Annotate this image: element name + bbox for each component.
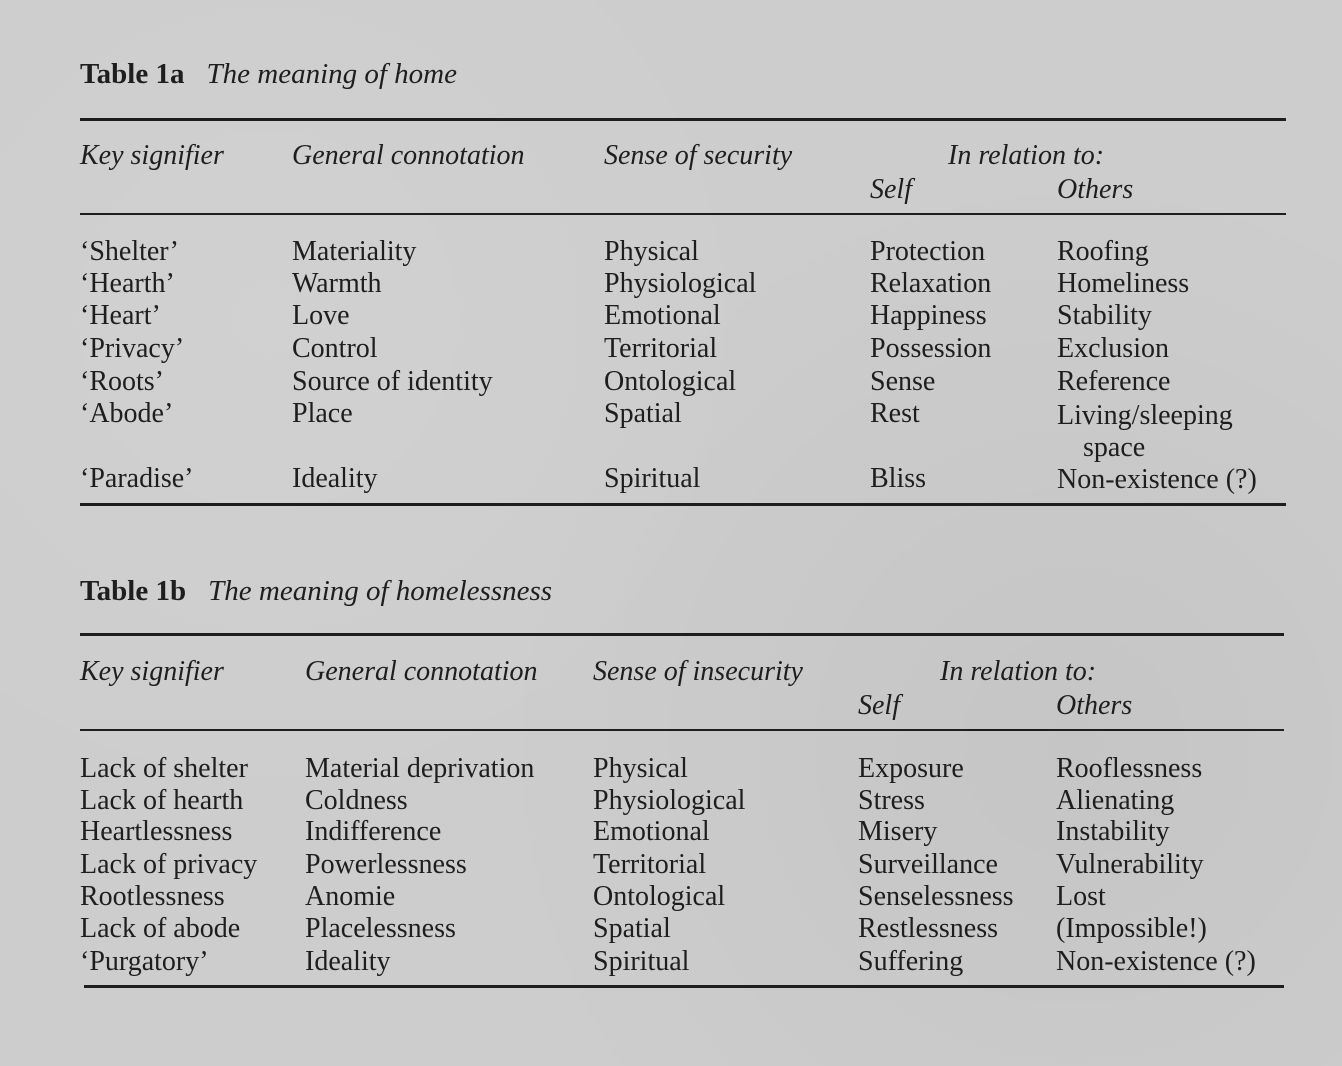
table-a-cell-sense: Territorial [604, 333, 718, 364]
table-b-cell-others: (Impossible!) [1056, 913, 1207, 944]
table-a-cell-general: Materiality [292, 236, 417, 267]
table-a-caption: The meaning of home [206, 58, 457, 90]
table-a-cell-general: Control [292, 333, 378, 364]
table-b-cell-others: Rooflessness [1056, 753, 1203, 784]
table-b-number: Table 1b [80, 575, 187, 607]
table-b-cell-self: Suffering [858, 946, 964, 977]
table-a-cell-self: Protection [870, 236, 986, 267]
table-b-cell-others: Lost [1056, 881, 1106, 912]
table-b-caption: The meaning of homelessness [208, 575, 553, 607]
table-a-cell-general: Warmth [292, 268, 382, 299]
table-b-cell-sense: Ontological [593, 881, 726, 912]
table-b-cell-key: Lack of privacy [80, 849, 258, 880]
table-a-cell-sense: Physiological [604, 268, 757, 299]
table-a-top-rule [80, 118, 1286, 121]
table-a-header-rule [80, 213, 1286, 215]
table-b-cell-self: Senselessness [858, 881, 1014, 912]
table-a-cell-key: ‘Heart’ [80, 300, 161, 331]
table-a-cell-sense: Spiritual [604, 463, 701, 494]
table-a-header-self: Self [870, 174, 912, 205]
table-b-cell-sense: Physical [593, 753, 688, 784]
table-b-cell-others: Instability [1056, 816, 1170, 847]
table-a-cell-self: Bliss [870, 463, 927, 494]
table-b-cell-self: Exposure [858, 753, 964, 784]
table-a-cell-others: Non-existence (?) [1057, 464, 1257, 495]
table-a-cell-sense: Spatial [604, 398, 682, 429]
table-b-title [80, 575, 552, 608]
table-b-cell-others: Vulnerability [1056, 849, 1204, 880]
table-b-cell-self: Surveillance [858, 849, 998, 880]
table-b-cell-general: Powerlessness [305, 849, 467, 880]
table-a-header-relation: In relation to: [948, 140, 1105, 171]
table-a-cell-self: Rest [870, 398, 920, 429]
table-a-cell-sense: Emotional [604, 300, 721, 331]
table-a-cell-others: Stability [1057, 300, 1152, 331]
table-b-cell-sense: Physiological [593, 785, 746, 816]
table-a-header-general: General connotation [292, 140, 525, 171]
table-a-cell-others: Living/sleeping [1057, 400, 1233, 431]
table-a-cell-self: Sense [870, 366, 936, 397]
table-a-cell-key: ‘Paradise’ [80, 463, 194, 494]
table-b-bottom-rule [84, 985, 1284, 988]
table-b-cell-sense: Territorial [593, 849, 707, 880]
table-b-cell-key: Lack of abode [80, 913, 241, 944]
table-a-number: Table 1a [80, 58, 185, 90]
table-a-title [80, 58, 457, 91]
table-b-cell-self: Restlessness [858, 913, 998, 944]
table-b-header-key: Key signifier [80, 656, 224, 687]
table-a-cell-general: Source of identity [292, 366, 493, 397]
table-a-cell-others: Exclusion [1057, 333, 1169, 364]
table-a-header-sense: Sense of security [604, 140, 793, 171]
table-b-header-sense: Sense of insecurity [593, 656, 803, 687]
table-b-cell-general: Anomie [305, 881, 396, 912]
table-a-cell-key: ‘Abode’ [80, 398, 174, 429]
table-b-cell-general: Material deprivation [305, 753, 535, 784]
table-b-cell-key: ‘Purgatory’ [80, 946, 209, 977]
table-b-cell-self: Stress [858, 785, 925, 816]
table-b-cell-self: Misery [858, 816, 938, 847]
table-b-cell-key: Heartlessness [80, 816, 233, 847]
table-a-cell-key: ‘Roots’ [80, 366, 164, 397]
table-b-cell-others: Alienating [1056, 785, 1175, 816]
table-a-cell-key: ‘Hearth’ [80, 268, 175, 299]
table-a-cell-general: Ideality [292, 463, 378, 494]
table-b-header-rule [80, 729, 1284, 731]
table-b-header-others: Others [1056, 690, 1133, 721]
table-b-cell-key: Lack of hearth [80, 785, 244, 816]
table-a-cell-key: ‘Privacy’ [80, 333, 185, 364]
table-a-cell-key: ‘Shelter’ [80, 236, 179, 267]
table-b-cell-general: Ideality [305, 946, 391, 977]
table-a-cell-self: Happiness [870, 300, 987, 331]
table-b-cell-sense: Emotional [593, 816, 710, 847]
table-b-cell-key: Rootlessness [80, 881, 225, 912]
table-a-cell-others: Homeliness [1057, 268, 1190, 299]
table-a-cell-sense: Physical [604, 236, 699, 267]
table-b-cell-sense: Spatial [593, 913, 671, 944]
table-b-header-general: General connotation [305, 656, 538, 687]
table-a-header-key: Key signifier [80, 140, 224, 171]
table-b-top-rule [80, 633, 1284, 636]
table-b-header-self: Self [858, 690, 900, 721]
table-a-cell-others: Reference [1057, 366, 1171, 397]
table-a-cell-self: Relaxation [870, 268, 992, 299]
table-a-cell-others-continued: space [1083, 432, 1146, 463]
table-a-cell-self: Possession [870, 333, 992, 364]
table-b-cell-others: Non-existence (?) [1056, 946, 1256, 977]
table-a-bottom-rule [80, 503, 1286, 506]
table-b-cell-general: Coldness [305, 785, 408, 816]
table-b-cell-key: Lack of shelter [80, 753, 248, 784]
table-b-cell-sense: Spiritual [593, 946, 690, 977]
table-b-header-relation: In relation to: [940, 656, 1097, 687]
table-a-cell-general: Love [292, 300, 350, 331]
table-b-cell-general: Placelessness [305, 913, 456, 944]
table-b-cell-general: Indifference [305, 816, 442, 847]
table-a-cell-others: Roofing [1057, 236, 1149, 267]
table-a-header-others: Others [1057, 174, 1134, 205]
table-a-cell-sense: Ontological [604, 366, 737, 397]
table-a-cell-general: Place [292, 398, 353, 429]
